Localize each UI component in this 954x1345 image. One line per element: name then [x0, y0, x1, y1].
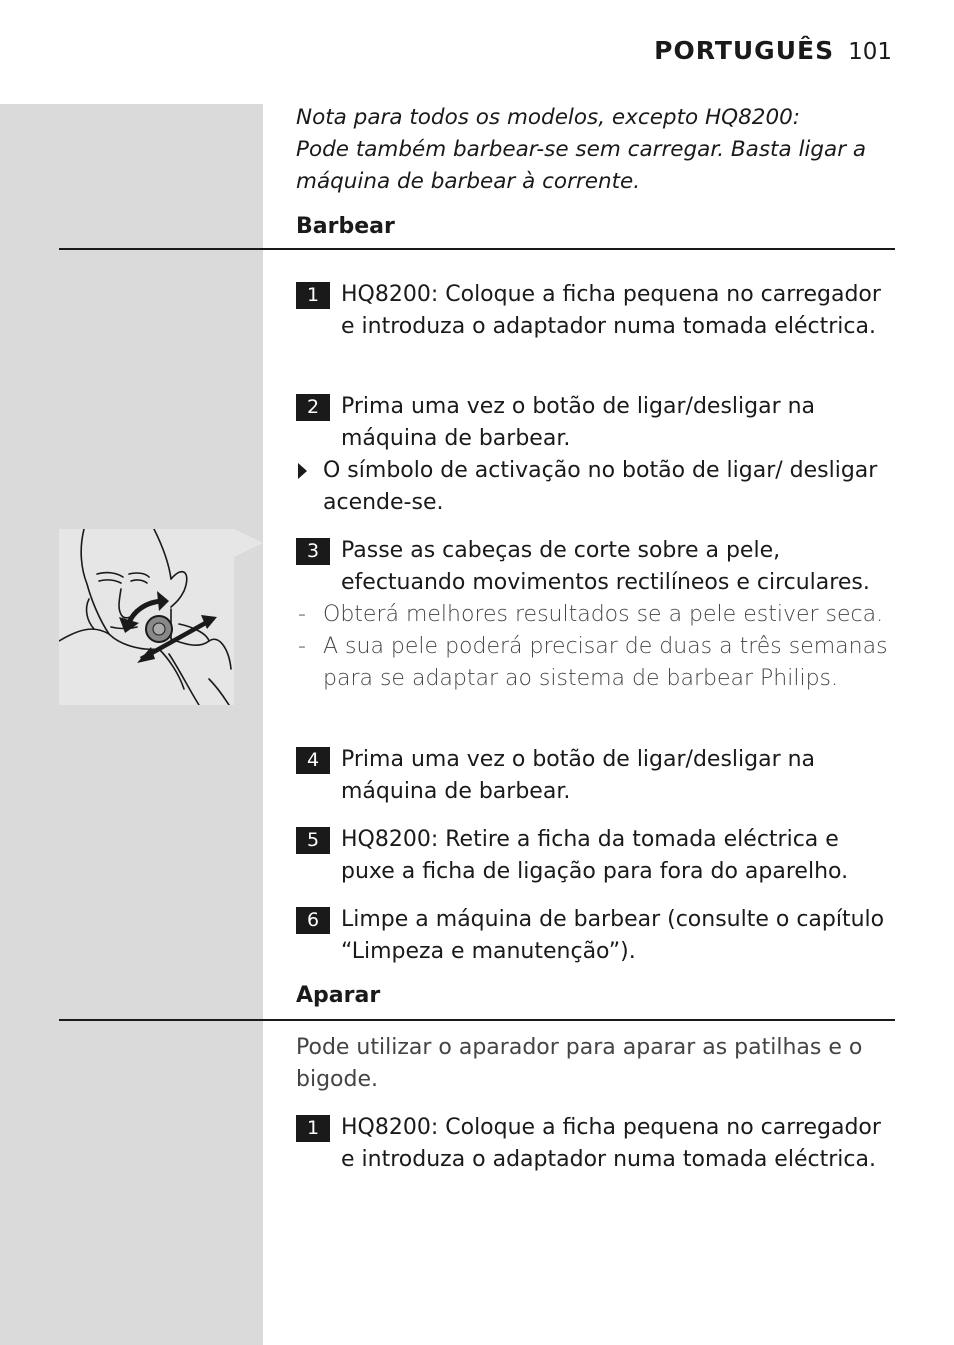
note-line: Pode também barbear-se sem carregar. Basta ligar a [296, 137, 867, 162]
note-paragraph [296, 102, 896, 198]
section-divider [59, 1019, 895, 1021]
shaving-illustration [59, 529, 234, 705]
margin-sidebar [0, 104, 263, 1345]
shaving-step-6 [296, 904, 896, 968]
section-title-barbear: Barbear [296, 214, 395, 239]
trimming-step-1 [296, 1112, 896, 1176]
page-header [654, 36, 892, 65]
step-text: HQ8200: Retire a ficha da tomada eléctrica e puxe a ficha de ligação para fora do aparelho. [341, 827, 849, 884]
step-number: 1 [296, 1115, 330, 1142]
shaving-step-4 [296, 744, 896, 808]
tip-item: - Obterá melhores resultados se a pele estiver seca. [298, 602, 884, 627]
trimming-intro: Pode utilizar o aparador para aparar as patilhas e o bigode. [296, 1035, 863, 1092]
section-divider [59, 248, 895, 250]
triangle-bullet-icon [298, 463, 307, 479]
page-number: 101 [848, 39, 892, 65]
step-text: Limpe a máquina de barbear (consulte o capítulo “Limpeza e manutenção”). [341, 907, 885, 964]
shaving-step-3 [296, 535, 896, 695]
step-text: HQ8200: Coloque a ficha pequena no carregador e introduza o adaptador numa tomada eléctrica. [341, 282, 881, 339]
tip-text: Obterá melhores resultados se a pele estiver seca. [323, 602, 884, 627]
note-line: Nota para todos os modelos, excepto HQ8200: [296, 105, 801, 130]
shaving-step-1 [296, 279, 896, 343]
bullet-text: O símbolo de activação no botão de ligar/ desligar acende-se. [323, 458, 878, 515]
step-text: HQ8200: Coloque a ficha pequena no carregador e introduza o adaptador numa tomada eléctrica. [341, 1115, 881, 1172]
step-number: 1 [296, 282, 330, 309]
step-text: Passe as cabeças de corte sobre a pele, efectuando movimentos rectilíneos e circulares. [341, 538, 870, 595]
step-number: 5 [296, 827, 330, 854]
language-label: PORTUGUÊS [654, 36, 835, 65]
shaving-step-2 [296, 391, 896, 519]
shaving-step-5 [296, 824, 896, 888]
step-number: 3 [296, 538, 330, 565]
result-bullet [296, 455, 896, 519]
step-number: 4 [296, 747, 330, 774]
section-title-aparar: Aparar [296, 983, 381, 1008]
tip-item: - A sua pele poderá precisar de duas a três semanas para se adaptar ao sistema de barbear Philips. [298, 634, 888, 691]
step-number: 6 [296, 907, 330, 934]
illustration-pointer [234, 529, 263, 557]
step-number: 2 [296, 394, 330, 421]
tip-text: A sua pele poderá precisar de duas a três semanas para se adaptar ao sistema de barbear Philips. [323, 634, 888, 691]
note-line: máquina de barbear à corrente. [296, 169, 641, 194]
step-text: Prima uma vez o botão de ligar/desligar na máquina de barbear. [341, 747, 816, 804]
face-shaving-icon [59, 529, 234, 705]
step-text: Prima uma vez o botão de ligar/desligar na máquina de barbear. [341, 394, 816, 451]
